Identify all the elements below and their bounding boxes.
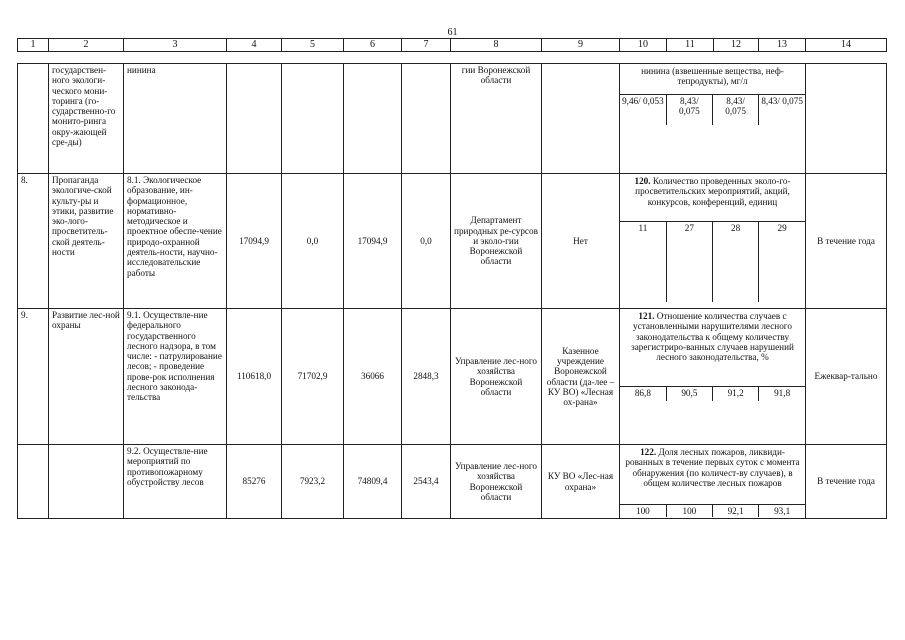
indicator-value: 100 — [620, 505, 666, 518]
indicator-text: 121. Отношение количества случаев с установленными нарушителями лесного законодательства к общему количеству зарегистриро-ванных случаев нарушений лесного законодательства, % — [631, 311, 794, 363]
header-cell: 8 — [451, 39, 542, 52]
header-cell: 12 — [714, 39, 759, 52]
cell-event: 9.2. Осуществле-ние мероприятий по противопожарному обустройству лесов — [124, 445, 227, 519]
cell-other: 2848,3 — [402, 309, 451, 445]
cell-participant: КУ ВО «Лес-ная охрана» — [542, 445, 620, 519]
cell-term: В течение года — [806, 445, 887, 519]
header-cell: 10 — [620, 39, 667, 52]
indicator-value: 28 — [713, 222, 759, 302]
cell-term: Ежеквар-тально — [806, 309, 887, 445]
header-cell: 1 — [18, 39, 49, 52]
table-row — [18, 309, 887, 445]
header-cell: 4 — [227, 39, 282, 52]
cell-regional: 74809,4 — [344, 445, 402, 519]
header-gap — [18, 52, 887, 64]
cell-participant: Казенное учреждение Воронежской области (да-лее – КУ ВО) «Лесная ох-рана» — [542, 309, 620, 445]
indicator-value: 90,5 — [666, 387, 712, 401]
cell-event: 9.1. Осуществле-ние федерального государственного лесного надзора, в том числе: - патрулирование лесов; - проведение прове-рок исполнения лесного законода-тельства — [124, 309, 227, 445]
cell-regional: 36066 — [344, 309, 402, 445]
cell-term: В течение года — [806, 174, 887, 309]
indicator-text: 122. Доля лесных пожаров, ликвиди-рованных в течение первых суток с момента обнаружения (по количест-ву случаев), в общем количестве лесных пожаров — [625, 447, 800, 488]
cell-total: 85276 — [227, 445, 282, 519]
cell-executor: Управление лес-ного хозяйства Воронежской области — [451, 309, 542, 445]
cell-executor: Департамент природных ре-сурсов и эколо-гии Воронежской области — [451, 174, 542, 309]
header-cell: 2 — [49, 39, 124, 52]
cell-total: 110618,0 — [227, 309, 282, 445]
cell-event: 8.1. Экологическое образование, ин-формационное, нормативно-методическое и проектное обеспе-чение природо-охранной деятель-ности, научно-исследовательские работы — [124, 174, 227, 309]
row-number: 9. — [18, 309, 49, 445]
page-number: 61 — [447, 27, 458, 38]
cell-participant: Нет — [542, 174, 620, 309]
cell-goal: Развитие лес-ной охраны — [49, 309, 124, 445]
indicator-cell — [620, 309, 806, 445]
cell-goal: государствен-ного экологи-ческого мони-торинга (го-сударственно-го монито-ринга окру-жающей сре-ды) — [49, 64, 124, 174]
cell-executor: гии Воронежской области — [451, 64, 542, 174]
indicator-text: 120. Количество проведенных эколо-го-просветительских мероприятий, акций, конкурсов, конференций, единиц — [634, 176, 791, 207]
indicator-value: 11 — [620, 222, 666, 302]
cell-regional: 17094,9 — [344, 174, 402, 309]
header-row — [18, 39, 887, 52]
cell-federal: 0,0 — [282, 174, 344, 309]
indicator-value: 9,46/ 0,053 — [620, 95, 666, 125]
header-cell: 13 — [759, 39, 806, 52]
indicator-value: 8,43/ 0,075 — [666, 95, 712, 125]
table-row — [18, 174, 887, 309]
table-row — [18, 445, 887, 519]
indicator-value: 92,1 — [713, 505, 759, 518]
indicator-value: 29 — [759, 222, 805, 302]
row-number: 8. — [18, 174, 49, 309]
cell-federal: 71702,9 — [282, 309, 344, 445]
table-row — [18, 64, 887, 174]
cell-event: нинина — [124, 64, 227, 174]
cell-other: 2543,4 — [402, 445, 451, 519]
indicator-value: 27 — [666, 222, 712, 302]
header-cell: 14 — [806, 39, 887, 52]
indicator-cell — [620, 64, 806, 174]
indicator-value: 93,1 — [759, 505, 805, 518]
header-cell: 3 — [124, 39, 227, 52]
header-cell: 11 — [667, 39, 714, 52]
indicator-value: 100 — [666, 505, 712, 518]
program-table — [17, 38, 887, 519]
cell-goal: Пропаганда экологиче-ской культу-ры и этики, развитие эко-лого-просветитель-ской деятель-ности — [49, 174, 124, 309]
indicator-value: 91,2 — [713, 387, 759, 401]
indicator-value: 86,8 — [620, 387, 666, 401]
header-cell: 9 — [542, 39, 620, 52]
indicator-value: 8,43/ 0,075 — [759, 95, 805, 125]
cell-total: 17094,9 — [227, 174, 282, 309]
cell-federal: 7923,2 — [282, 445, 344, 519]
header-cell: 5 — [282, 39, 344, 52]
cell-other: 0,0 — [402, 174, 451, 309]
cell-executor: Управление лес-ного хозяйства Воронежской области — [451, 445, 542, 519]
header-cell: 6 — [344, 39, 402, 52]
indicator-value: 91,8 — [759, 387, 805, 401]
indicator-cell — [620, 174, 806, 309]
indicator-text: нинина (взвешенные вещества, неф-тепродукты), мг/л — [641, 66, 784, 87]
indicator-value: 8,43/ 0,075 — [713, 95, 759, 125]
indicator-cell — [620, 445, 806, 519]
header-cell: 7 — [402, 39, 451, 52]
